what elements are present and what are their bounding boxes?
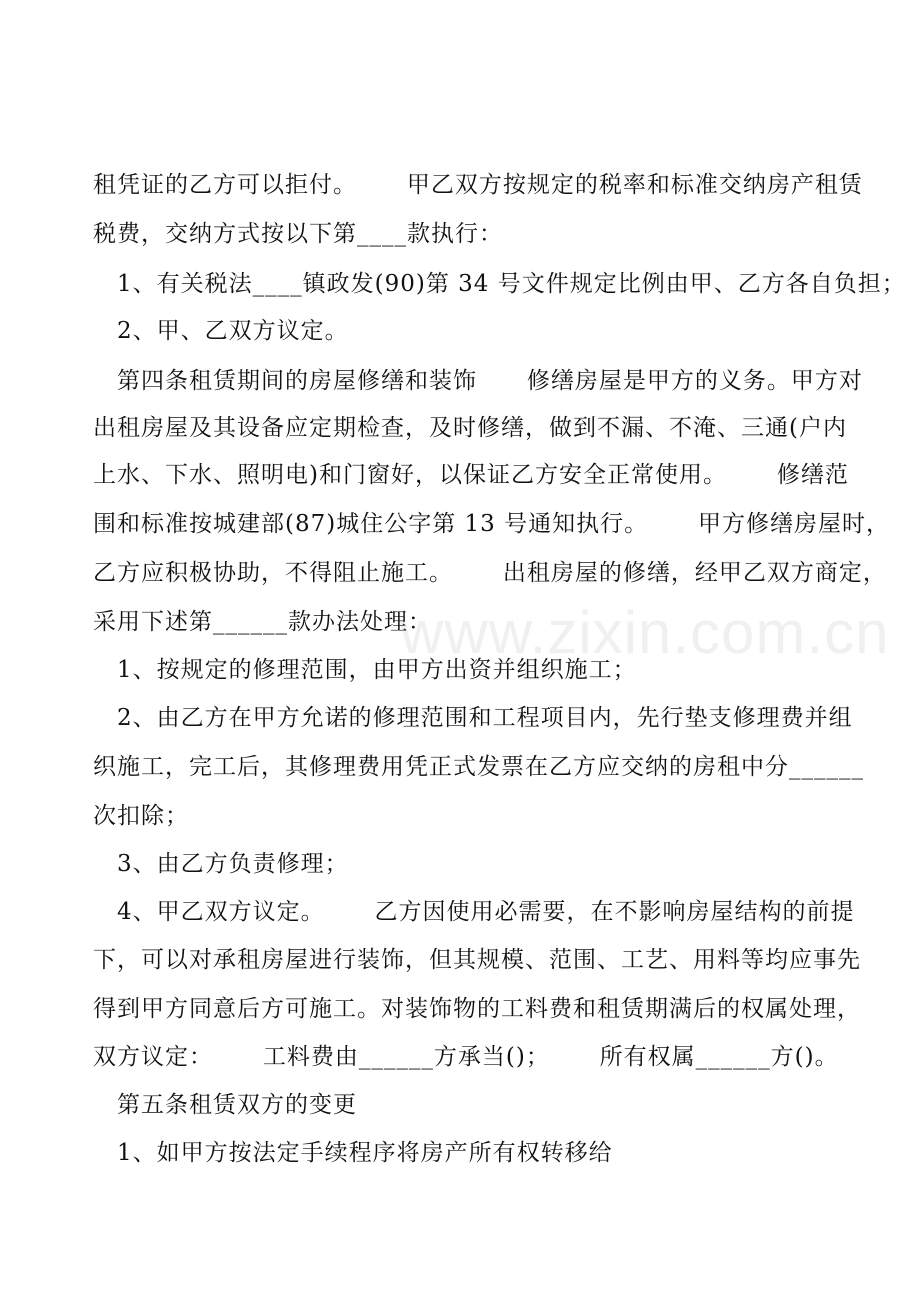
text-line: 采用下述第______款办法处理： [93,609,432,635]
text-line: 围和标准按城建部(87)城住公字第 13 号通知执行。 甲方修缮房屋时， [93,511,890,537]
section-heading: 第五条租赁双方的变更 [117,1092,357,1118]
text-line: 1、按规定的修理范围，由甲方出资并组织施工； [117,657,637,683]
watermark: www.zixin.com.cn [400,599,890,666]
text-line: 租凭证的乙方可以拒付。 甲乙双方按规定的税率和标准交纳房产租赁 [93,172,863,198]
text-line: 2、由乙方在甲方允诺的修理范围和工程项目内，先行垫支修理费并组 [117,705,853,731]
text-line: 上水、下水、照明电)和门窗好，以保证乙方安全正常使用。 修缮范 [93,462,849,488]
text-line: 乙方应积极协助，不得阻止施工。 出租房屋的修缮，经甲乙双方商定， [93,560,887,586]
text-line: 双方议定： 工料费由______方承当()； 所有权属______方()。 [93,1044,839,1070]
text-line: 织施工，完工后，其修理费用凭正式发票在乙方应交纳的房租中分______ [93,754,864,780]
text-line: 下，可以对承租房屋进行装饰，但其规模、范围、工艺、用料等均应事先 [93,947,861,973]
text-line: 1、有关税法____镇政发(90)第 34 号文件规定比例由甲、乙方各自负担； [117,271,906,297]
text-line: 4、甲乙双方议定。 乙方因使用必需要，在不影响房屋结构的前提 [117,899,855,925]
text-line: 2、甲、乙双方议定。 [117,318,349,344]
text-line: 次扣除； [93,803,189,829]
text-line: 出租房屋及其设备应定期检查，及时修缮，做到不漏、不淹、三通(户内 [93,415,847,441]
text-line: 税费，交纳方式按以下第____款执行： [93,221,503,247]
text-line: 3、由乙方负责修理； [117,851,349,877]
text-line: 1、如甲方按法定手续程序将房产所有权转移给 [117,1140,613,1166]
text-line: 得到甲方同意后方可施工。对装饰物的工料费和租赁期满后的权属处理， [93,996,861,1022]
text-line: 第四条租赁期间的房屋修缮和装饰 修缮房屋是甲方的义务。甲方对 [117,368,863,394]
